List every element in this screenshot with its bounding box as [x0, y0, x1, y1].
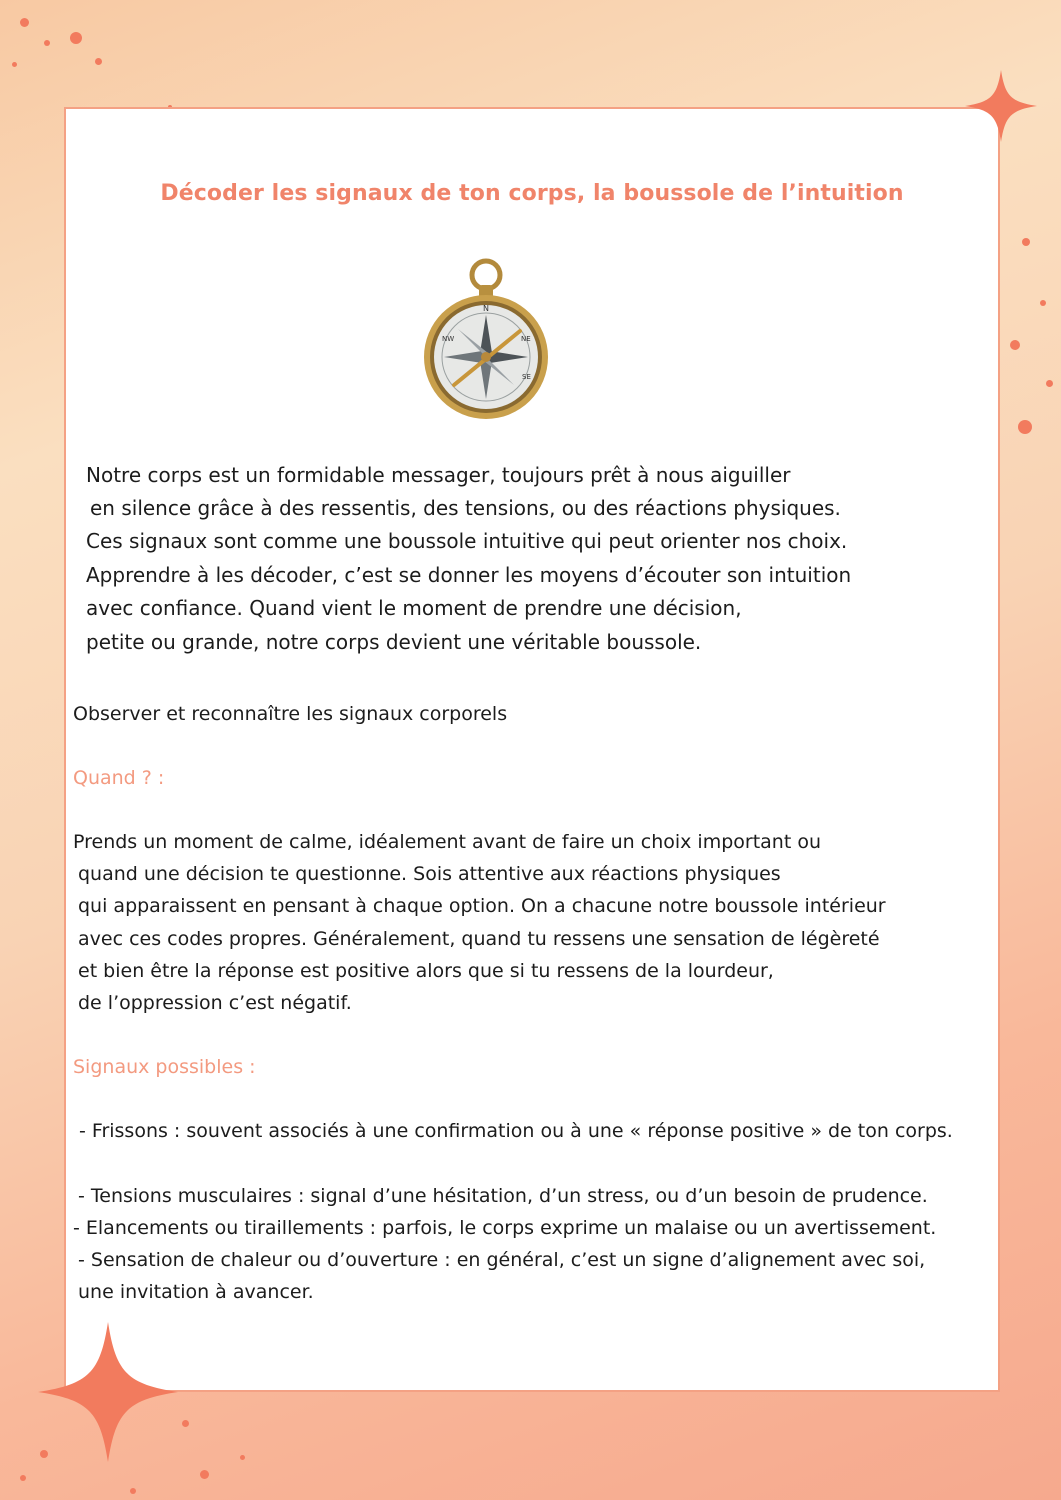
section-heading: Observer et reconnaître les signaux corporels — [73, 703, 508, 725]
intro-line: Apprendre à les décoder, c’est se donner les moyens d’écouter son intuition — [86, 563, 852, 587]
intro-line: Ces signaux sont comme une boussole intuitive qui peut orienter nos choix. — [86, 529, 848, 553]
when-line: quand une décision te questionne. Sois attentive aux réactions physiques — [78, 863, 781, 885]
svg-text:N: N — [483, 304, 489, 313]
intro-line: petite ou grande, notre corps devient une véritable boussole. — [86, 630, 702, 654]
sparkle-star-icon — [38, 1322, 178, 1462]
when-label: Quand ? : — [73, 767, 165, 789]
when-line: qui apparaissent en pensant à chaque option. On a chacune notre boussole intérieur — [78, 895, 886, 917]
intro-line: Notre corps est un formidable messager, toujours prêt à nous aiguiller — [86, 463, 791, 487]
sparkle-star-icon — [965, 70, 1037, 142]
svg-text:NW: NW — [442, 335, 455, 343]
compass-icon — [416, 257, 556, 427]
signal-item: - Sensation de chaleur ou d’ouverture : en général, c’est un signe d’alignement avec soi, — [78, 1249, 926, 1271]
intro-line: avec confiance. Quand vient le moment de prendre une décision, — [86, 596, 742, 620]
page-title: Décoder les signaux de ton corps, la boussole de l’intuition — [160, 181, 904, 206]
svg-text:NE: NE — [521, 335, 531, 343]
signal-item: - Tensions musculaires : signal d’une hésitation, d’un stress, ou d’un besoin de prudence. — [78, 1185, 928, 1207]
when-line: et bien être la réponse est positive alors que si tu ressens de la lourdeur, — [78, 960, 774, 982]
content-sheet — [64, 107, 1000, 1392]
when-line: avec ces codes propres. Généralement, quand tu ressens une sensation de légèreté — [78, 928, 880, 950]
when-line: Prends un moment de calme, idéalement avant de faire un choix important ou — [73, 831, 821, 853]
intro-line: en silence grâce à des ressentis, des tensions, ou des réactions physiques. — [90, 496, 841, 520]
svg-text:SE: SE — [522, 373, 531, 381]
signal-item: - Elancements ou tiraillements : parfois, le corps exprime un malaise ou un avertissement. — [73, 1217, 937, 1239]
signal-item: - Frissons : souvent associés à une confirmation ou à une « réponse positive » de ton corps. — [79, 1120, 953, 1142]
signal-item: une invitation à avancer. — [78, 1281, 314, 1303]
when-line: de l’oppression c’est négatif. — [78, 992, 352, 1014]
signals-label: Signaux possibles : — [73, 1056, 256, 1078]
